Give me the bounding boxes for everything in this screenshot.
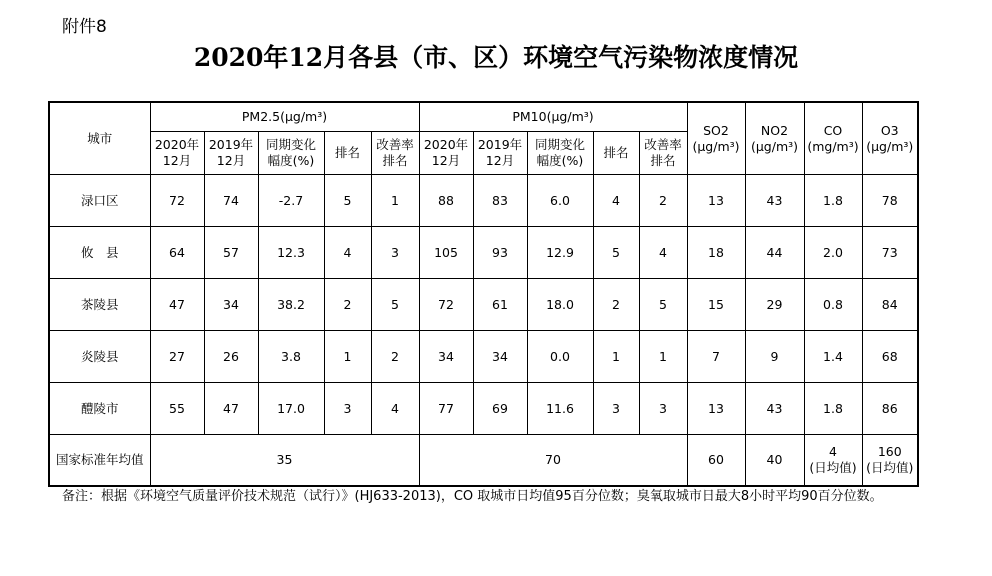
table-row <box>49 279 918 331</box>
table-cell: 4 <box>324 227 371 279</box>
table-cell: 43 <box>745 175 804 227</box>
standard-pm25: 35 <box>150 435 419 487</box>
table-cell: 6.0 <box>527 175 593 227</box>
table-cell: 2.0 <box>804 227 862 279</box>
table-cell: 3 <box>593 383 639 435</box>
table-cell: 3.8 <box>258 331 324 383</box>
table-cell: 1 <box>371 175 419 227</box>
table-cell: 61 <box>473 279 527 331</box>
header-no2: NO2 (μg/m³) <box>745 102 804 175</box>
table-cell: 64 <box>150 227 204 279</box>
standard-pm10: 70 <box>419 435 687 487</box>
table-cell: 88 <box>419 175 473 227</box>
table-cell: 15 <box>687 279 745 331</box>
table-cell: 3 <box>371 227 419 279</box>
table-cell: 13 <box>687 383 745 435</box>
table-cell: 26 <box>204 331 258 383</box>
table-cell: 1 <box>324 331 371 383</box>
table-cell: 4 <box>371 383 419 435</box>
table-cell: 93 <box>473 227 527 279</box>
table-cell: 11.6 <box>527 383 593 435</box>
table-cell: 72 <box>419 279 473 331</box>
table-cell: 34 <box>473 331 527 383</box>
subheader-pm25-rank: 排名 <box>324 132 371 175</box>
page-title: 2020年12月各县（市、区）环境空气污染物浓度情况 <box>193 43 799 72</box>
table-cell: 2 <box>324 279 371 331</box>
table-cell: 5 <box>324 175 371 227</box>
table-cell: 5 <box>593 227 639 279</box>
standard-so2: 60 <box>687 435 745 487</box>
header-co: CO (mg/m³) <box>804 102 862 175</box>
footnote: 备注：根据《环境空气质量评价技术规范（试行）》(HJ633-2013)，CO 取城市日均值95百分位数；臭氧取城市日最大8小时平均90百分位数。 <box>62 489 883 504</box>
table-cell: 73 <box>862 227 918 279</box>
table-row <box>49 331 918 383</box>
table-cell: 29 <box>745 279 804 331</box>
table-cell: 12.9 <box>527 227 593 279</box>
table-cell: 74 <box>204 175 258 227</box>
table-cell: 5 <box>639 279 687 331</box>
header-city: 城市 <box>49 102 150 175</box>
city-name-cell: 茶陵县 <box>49 279 150 331</box>
table-cell: 1.8 <box>804 175 862 227</box>
table-cell: 84 <box>862 279 918 331</box>
standard-no2: 40 <box>745 435 804 487</box>
table-cell: 4 <box>639 227 687 279</box>
subheader-pm10-2020: 2020年 12月 <box>419 132 473 175</box>
table-cell: 83 <box>473 175 527 227</box>
table-row <box>49 383 918 435</box>
standard-label: 国家标准年均值 <box>49 435 150 487</box>
table-cell: 78 <box>862 175 918 227</box>
standard-co: 4 (日均值) <box>804 435 862 487</box>
table-cell: 57 <box>204 227 258 279</box>
subheader-pm10-rank: 排名 <box>593 132 639 175</box>
table-row <box>49 227 918 279</box>
table-cell: 34 <box>204 279 258 331</box>
table-cell: 3 <box>639 383 687 435</box>
table-cell: 5 <box>371 279 419 331</box>
table-cell: 2 <box>371 331 419 383</box>
table-cell: 18.0 <box>527 279 593 331</box>
city-name-cell: 攸 县 <box>49 227 150 279</box>
table-cell: 47 <box>204 383 258 435</box>
table-cell: 12.3 <box>258 227 324 279</box>
table-cell: 44 <box>745 227 804 279</box>
table-cell: 69 <box>473 383 527 435</box>
table-cell: 2 <box>593 279 639 331</box>
table-cell: 18 <box>687 227 745 279</box>
table-cell: 77 <box>419 383 473 435</box>
table-cell: -2.7 <box>258 175 324 227</box>
table-cell: 43 <box>745 383 804 435</box>
subheader-pm25-improve-rank: 改善率 排名 <box>371 132 419 175</box>
header-pm10: PM10(μg/m³) <box>419 102 687 132</box>
city-name-cell: 炎陵县 <box>49 331 150 383</box>
subheader-pm10-2019: 2019年 12月 <box>473 132 527 175</box>
table-cell: 7 <box>687 331 745 383</box>
table-cell: 34 <box>419 331 473 383</box>
city-name-cell: 醴陵市 <box>49 383 150 435</box>
table-cell: 3 <box>324 383 371 435</box>
table-cell: 4 <box>593 175 639 227</box>
table-cell: 72 <box>150 175 204 227</box>
table-cell: 1 <box>593 331 639 383</box>
table-cell: 38.2 <box>258 279 324 331</box>
city-name-cell: 渌口区 <box>49 175 150 227</box>
table-cell: 0.8 <box>804 279 862 331</box>
table-cell: 1.4 <box>804 331 862 383</box>
attachment-label: 附件8 <box>62 17 107 37</box>
standard-o3: 160 (日均值) <box>862 435 918 487</box>
header-o3: O3 (μg/m³) <box>862 102 918 175</box>
table-cell: 86 <box>862 383 918 435</box>
table-cell: 27 <box>150 331 204 383</box>
table-cell: 55 <box>150 383 204 435</box>
table-cell: 17.0 <box>258 383 324 435</box>
table-cell: 13 <box>687 175 745 227</box>
header-so2: SO2 (μg/m³) <box>687 102 745 175</box>
table-cell: 1.8 <box>804 383 862 435</box>
subheader-pm25-change: 同期变化 幅度(%) <box>258 132 324 175</box>
table-cell: 105 <box>419 227 473 279</box>
subheader-pm25-2020: 2020年 12月 <box>150 132 204 175</box>
header-pm25: PM2.5(μg/m³) <box>150 102 419 132</box>
table-cell: 0.0 <box>527 331 593 383</box>
subheader-pm25-2019: 2019年 12月 <box>204 132 258 175</box>
table-cell: 9 <box>745 331 804 383</box>
subheader-pm10-change: 同期变化 幅度(%) <box>527 132 593 175</box>
subheader-pm10-improve-rank: 改善率 排名 <box>639 132 687 175</box>
table-cell: 47 <box>150 279 204 331</box>
air-quality-table <box>48 101 919 487</box>
table-row <box>49 175 918 227</box>
table-cell: 68 <box>862 331 918 383</box>
table-cell: 2 <box>639 175 687 227</box>
table-cell: 1 <box>639 331 687 383</box>
